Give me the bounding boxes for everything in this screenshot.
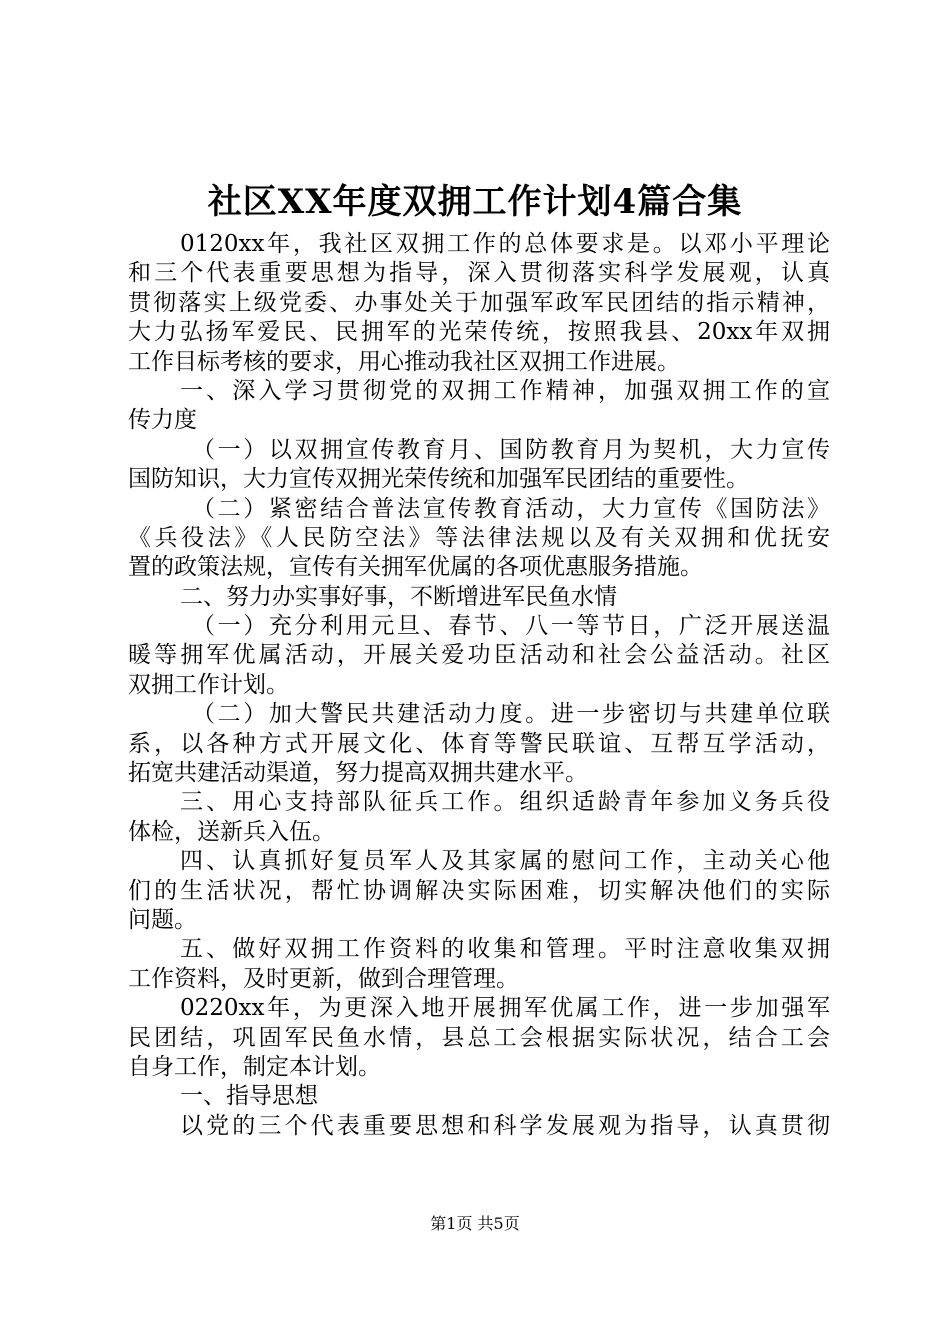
paragraph-line: 国防知识，大力宣传双拥光荣传统和加强军民团结的重要性。 [128, 466, 749, 493]
paragraph-line: 一、指导思想 [180, 1083, 318, 1110]
paragraph-line: 贯彻落实上级党委、办事处关于加强军政军民团结的指示精神， [128, 289, 830, 316]
paragraph-line: （一）以双拥宣传教育月、国防教育月为契机，大力宣传 [192, 436, 830, 463]
paragraph-line: 二、努力办实事好事，不断增进军民鱼水情 [180, 583, 617, 610]
paragraph-line: 们的生活状况，帮忙协调解决实际困难，切实解决他们的实际 [128, 877, 830, 904]
document-body [128, 230, 830, 1141]
paragraph-line: 传力度 [128, 407, 197, 434]
paragraph-line: 0120xx年，我社区双拥工作的总体要求是。以邓小平理论 [180, 231, 830, 257]
document-title: 社区XX年度双拥工作计划4篇合集 [207, 182, 743, 222]
paragraph-line: 双拥工作计划。 [128, 671, 289, 698]
paragraph-line: 大力弘扬军爱民、民拥军的光荣传统，按照我县、20xx年双拥 [128, 319, 830, 346]
paragraph-line: 工作目标考核的要求，用心推动我社区双拥工作进展。 [128, 348, 680, 375]
paragraph-line: 工作资料，及时更新，做到合理管理。 [128, 965, 519, 992]
paragraph-line: 置的政策法规，宣传有关拥军优属的各项优惠服务措施。 [128, 554, 703, 581]
paragraph-line: 四、认真抓好复员军人及其家属的慰问工作，主动关心他 [180, 848, 830, 875]
paragraph-line: 暖等拥军优属活动，开展关爱功臣活动和社会公益活动。社区 [128, 642, 830, 669]
paragraph-line: 以党的三个代表重要思想和科学发展观为指导，认真贯彻 [180, 1112, 830, 1139]
paragraph-line: （二）紧密结合普法宣传教育活动，大力宣传《国防法》 [192, 495, 830, 522]
paragraph-line: 拓宽共建活动渠道，努力提高双拥共建水平。 [128, 760, 588, 787]
paragraph-line: 一、深入学习贯彻党的双拥工作精神，加强双拥工作的宣 [180, 377, 830, 404]
paragraph-line: 体检，送新兵入伍。 [128, 818, 335, 845]
paragraph-line: 自身工作，制定本计划。 [128, 1053, 381, 1080]
paragraph-line: 系，以各种方式开展文化、体育等警民联谊、互帮互学活动， [128, 730, 830, 757]
paragraph-line: 五、做好双拥工作资料的收集和管理。平时注意收集双拥 [180, 936, 830, 963]
page-footer: 第1页 共5页 [430, 1214, 520, 1233]
paragraph-line: 问题。 [128, 906, 197, 933]
paragraph-line: （一）充分利用元旦、春节、八一等节日，广泛开展送温 [192, 613, 830, 640]
paragraph-line: （二）加大警民共建活动力度。进一步密切与共建单位联 [192, 701, 830, 728]
paragraph-line: 民团结，巩固军民鱼水情，县总工会根据实际状况，结合工会 [128, 1024, 830, 1051]
paragraph-line: 和三个代表重要思想为指导，深入贯彻落实科学发展观，认真 [128, 260, 830, 287]
paragraph-line: 三、用心支持部队征兵工作。组织适龄青年参加义务兵役 [180, 789, 830, 816]
paragraph-line: 0220xx年，为更深入地开展拥军优属工作，进一步加强军 [180, 995, 830, 1022]
paragraph-line: 《兵役法》《人民防空法》等法律法规以及有关双拥和优抚安 [128, 524, 830, 551]
